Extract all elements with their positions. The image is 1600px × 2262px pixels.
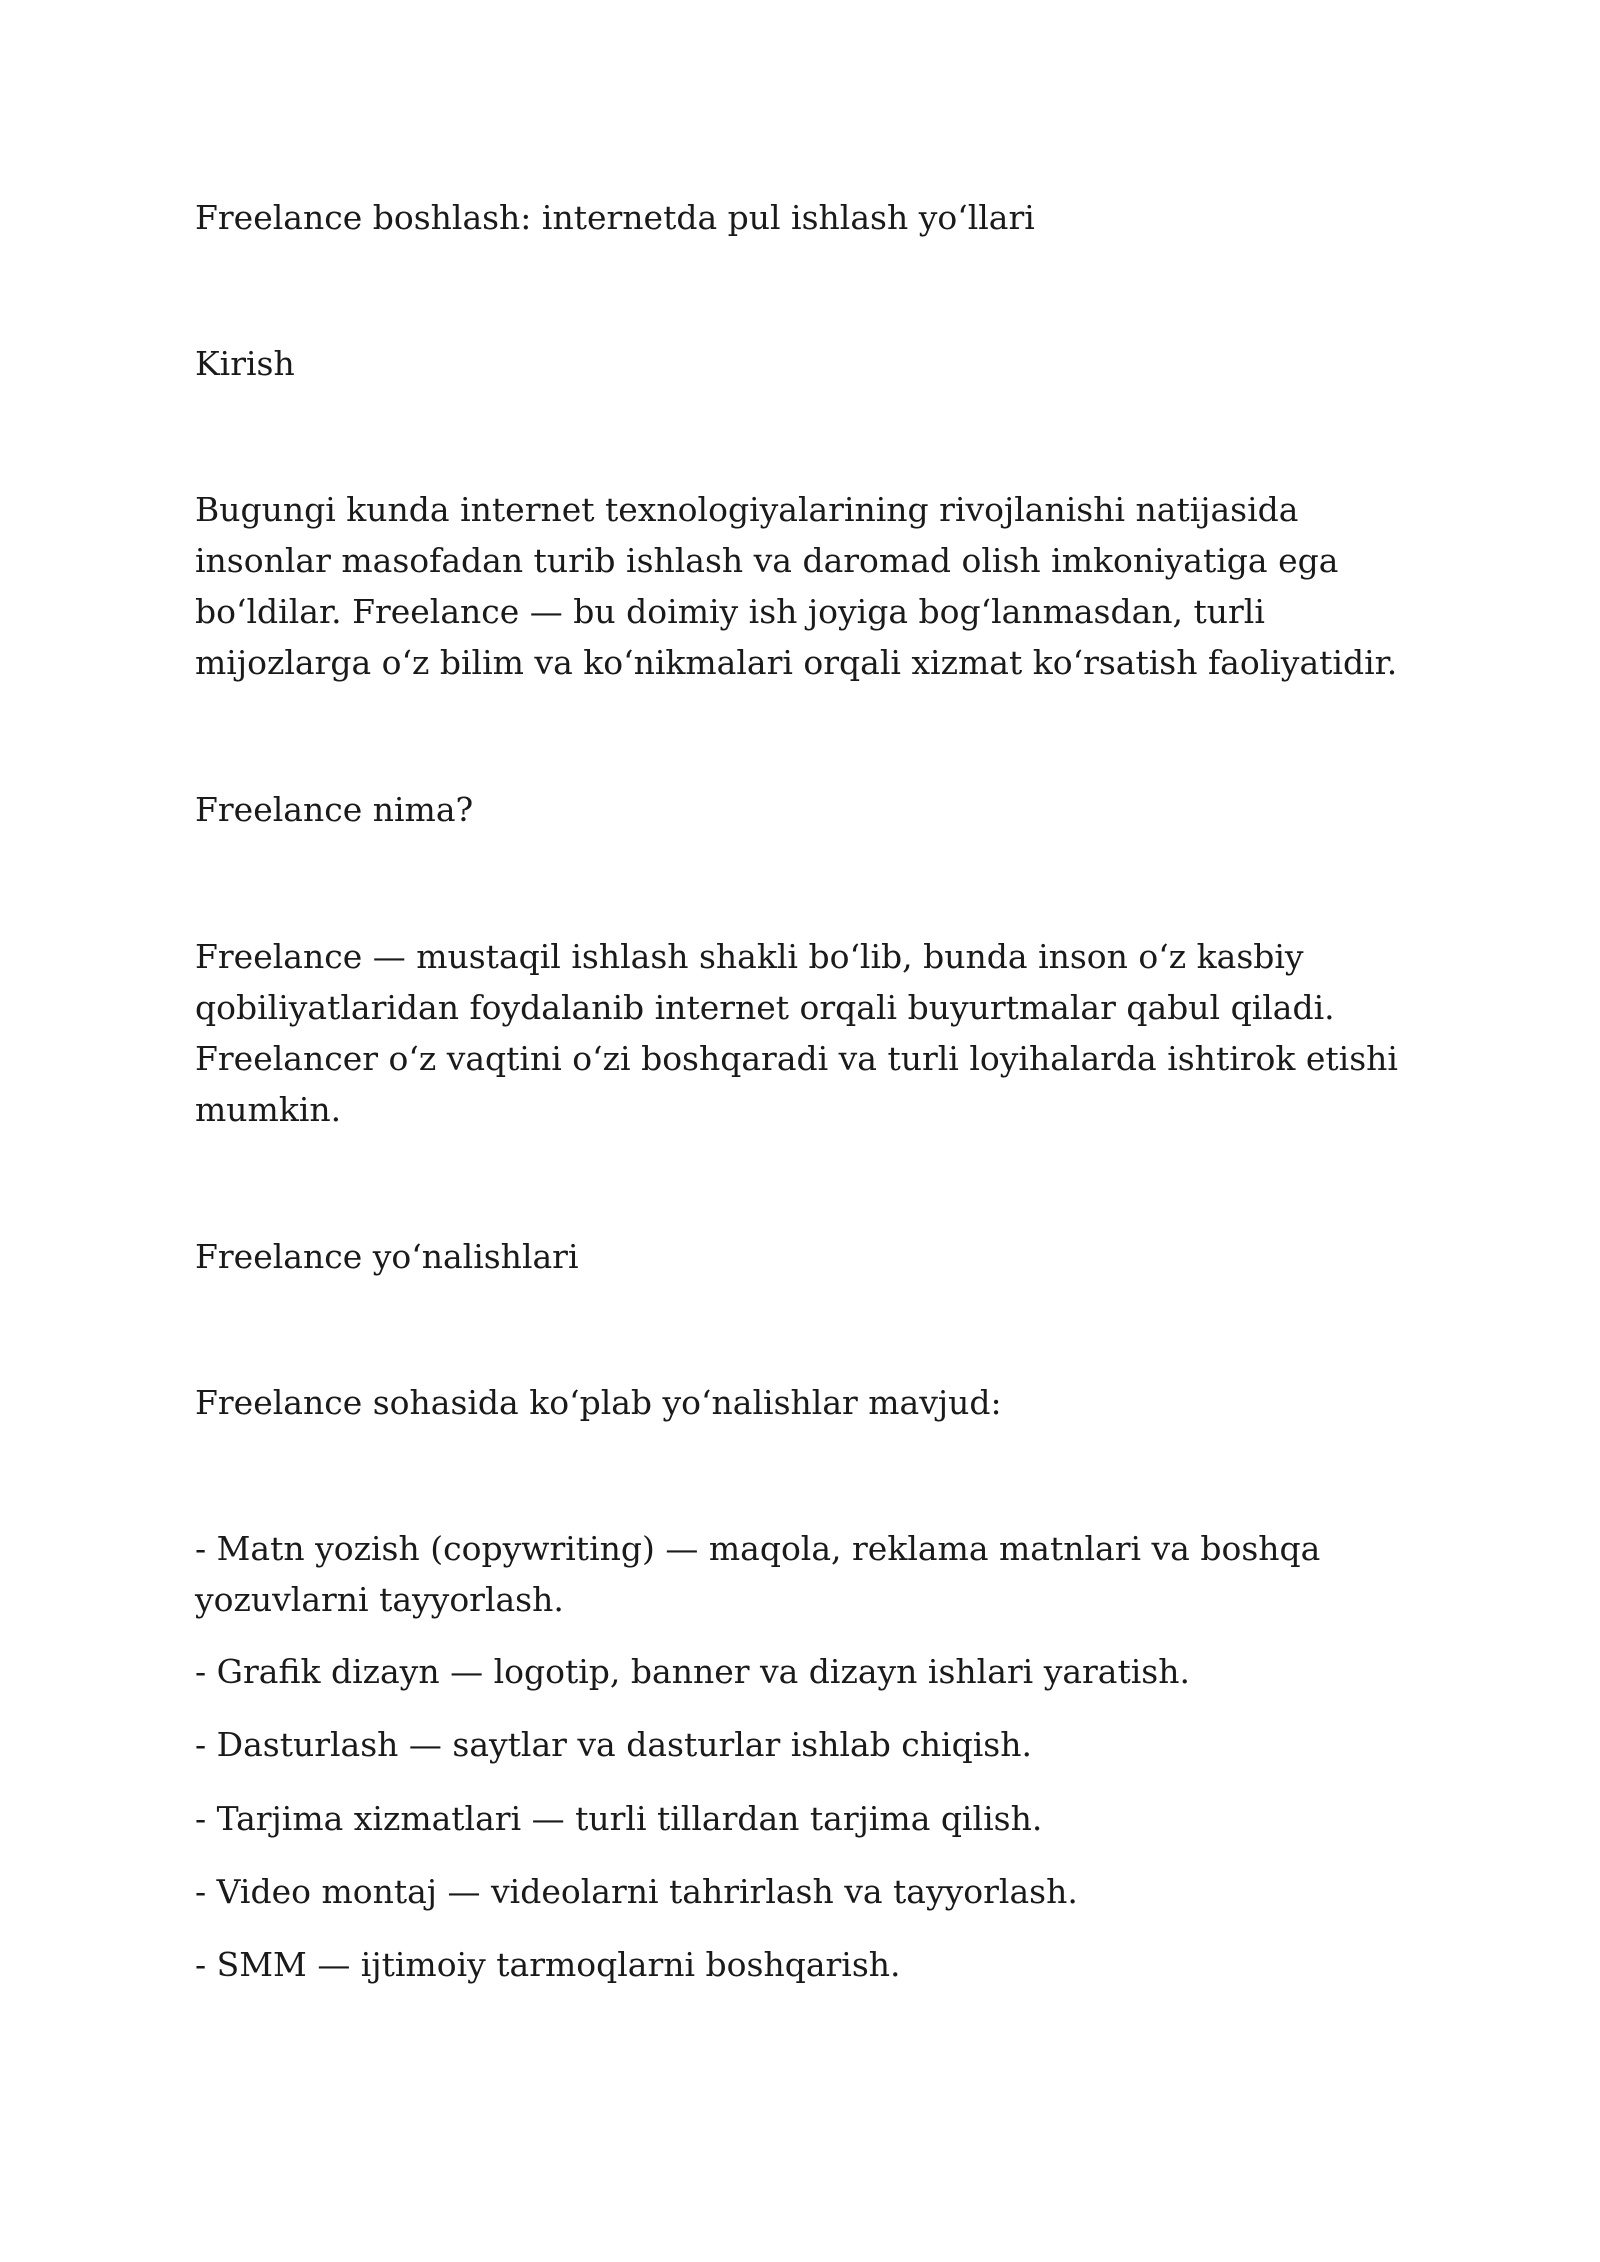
document-title: Freelance boshlash: internetda pul ishlash yoʻllari [195, 198, 1035, 237]
section-paragraph-introduction: Bugungi kunda internet texnologiyalarining rivojlanishi natijasida insonlar masofadan turib ishlash va daromad olish imkoniyatiga ega boʻldilar. Freelance — bu doimiy ish joyiga bogʻlanmasdan, turli mijozlarga oʻz bilim va koʻnikmalari orqali xizmat koʻrsatish faoliyatidir. [195, 490, 1398, 682]
list-item: - Video montaj — videolarni tahrirlash va tayyorlash. [195, 1872, 1078, 1911]
section-paragraph-directions: Freelance sohasida koʻplab yoʻnalishlar mavjud: [195, 1383, 1002, 1422]
section-paragraph-what-is-freelance: Freelance — mustaqil ishlash shakli boʻlib, bunda inson oʻz kasbiy qobiliyatlaridan foydalanib internet orqali buyurtmalar qabul qiladi. Freelancer oʻz vaqtini oʻzi boshqaradi va turli loyihalarda ishtirok etishi mumkin. [195, 937, 1398, 1129]
list-item: - Tarjima xizmatlari — turli tillardan tarjima qilish. [195, 1799, 1043, 1838]
list-item: - SMM — ijtimoiy tarmoqlarni boshqarish. [195, 1945, 901, 1984]
section-heading-directions: Freelance yoʻnalishlari [195, 1237, 579, 1276]
list-item: - Dasturlash — saytlar va dasturlar ishlab chiqish. [195, 1725, 1032, 1764]
list-item: - Matn yozish (copywriting) — maqola, reklama matnlari va boshqa yozuvlarni tayyorlash. [195, 1529, 1321, 1619]
list-item: - Grafik dizayn — logotip, banner va dizayn ishlari yaratish. [195, 1652, 1190, 1691]
section-heading-what-is-freelance: Freelance nima? [195, 790, 474, 829]
section-heading-introduction: Kirish [195, 344, 295, 383]
